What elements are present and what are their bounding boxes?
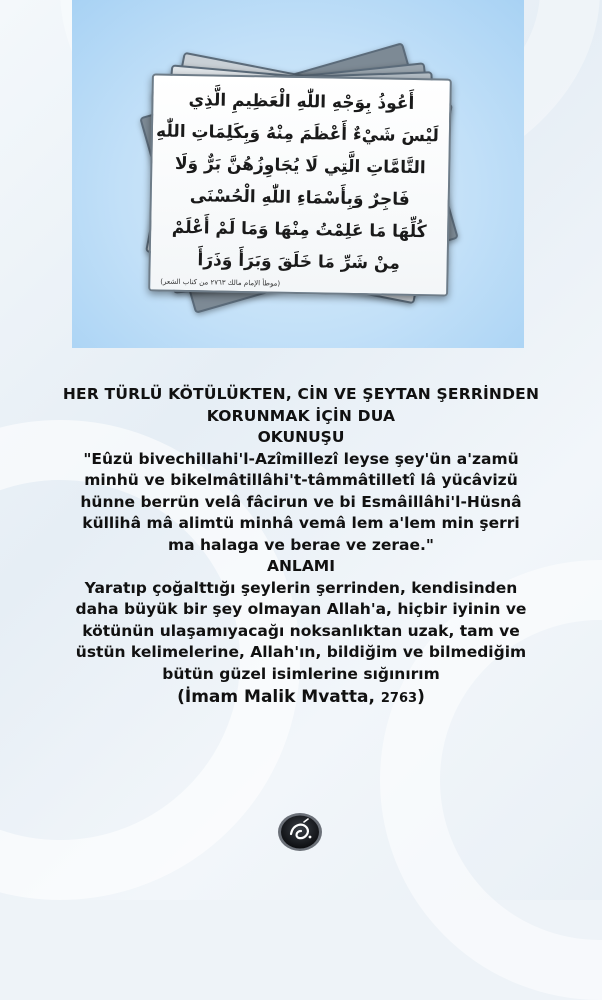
reading-heading: OKUNUŞU (257, 428, 345, 446)
title-line: HER TÜRLÜ KÖTÜLÜKTEN, CİN VE ŞEYTAN ŞERRİNDEN (62, 385, 540, 403)
citation (20, 687, 582, 710)
arabic-line: أَعُوذُ بِوَجْهِ اللّٰهِ الْعَظِيمِ الَّذِي (188, 90, 415, 114)
arabic-text (155, 84, 440, 281)
meaning-heading: ANLAMI (266, 557, 336, 575)
reading-line: "Eûzü bivechillahi'l-Azîmillezî leyse şey'ün a'zamü (83, 449, 519, 468)
citation-number: 2763 (380, 691, 418, 706)
arabic-dua-card (148, 73, 452, 296)
arabic-line: مِنْ شَرِّ مَا خَلَقَ وَبَرَأَ وَذَرَأَ (197, 250, 401, 274)
reading-line: minhü ve bikelmâtillâhi't-tâmmâtilletî lâ yücâvizü (84, 471, 518, 489)
meaning-line: Yaratıp çoğalttığı şeylerin şerrinden, kendisinden (84, 578, 518, 597)
arabic-line: فَاجِرٌ وَبِأَسْمَاءِ اللّٰهِ الْحُسْنَى (189, 186, 410, 210)
reading-line: hünne berrün velâ fâcirun ve bi Esmâillâhi'l-Hüsnâ (80, 492, 522, 511)
meaning-line: kötünün ulaşamıyacağı noksanlıktan uzak, tam ve (82, 621, 520, 640)
calligraphy-seal-icon (277, 812, 323, 852)
meaning-line: üstün kelimelerine, Allah'ın, bildiğim ve bilmediğim (75, 643, 527, 661)
reading-line: ma halaga ve berae ve zerae." (168, 535, 434, 554)
arabic-reference: (موطأ الإمام مالك ٢٧٦٣ من كتاب الشعر) (160, 277, 281, 288)
arabic-line: لَيْسَ شَيْءٌ أَعْظَمَ مِنْهُ وَبِكَلِمَاتِ اللّٰهِ (155, 121, 440, 147)
dua-content (20, 384, 582, 710)
title-line: KORUNMAK İÇİN DUA (206, 406, 396, 425)
dua-banner (72, 0, 524, 348)
meaning-line: bütün güzel isimlerine sığınırım (162, 664, 440, 683)
citation-close: ) (417, 687, 425, 707)
arabic-line: التَّامَّاتِ الَّتِي لَا يُجَاوِزُهُنَّ بَرٌّ وَلَا (174, 153, 426, 179)
meaning-line: daha büyük bir şey olmayan Allah'a, hiçbir iyinin ve (75, 600, 527, 618)
citation-text: (İmam Malik Mvatta, (177, 687, 381, 707)
arabic-line: كُلِّهَا مَا عَلِمْتُ مِنْهَا وَمَا لَمْ أَعْلَمْ (171, 217, 427, 243)
reading-line: küllihâ mâ alimtü minhâ vemâ lem a'lem min şerri (82, 514, 520, 532)
